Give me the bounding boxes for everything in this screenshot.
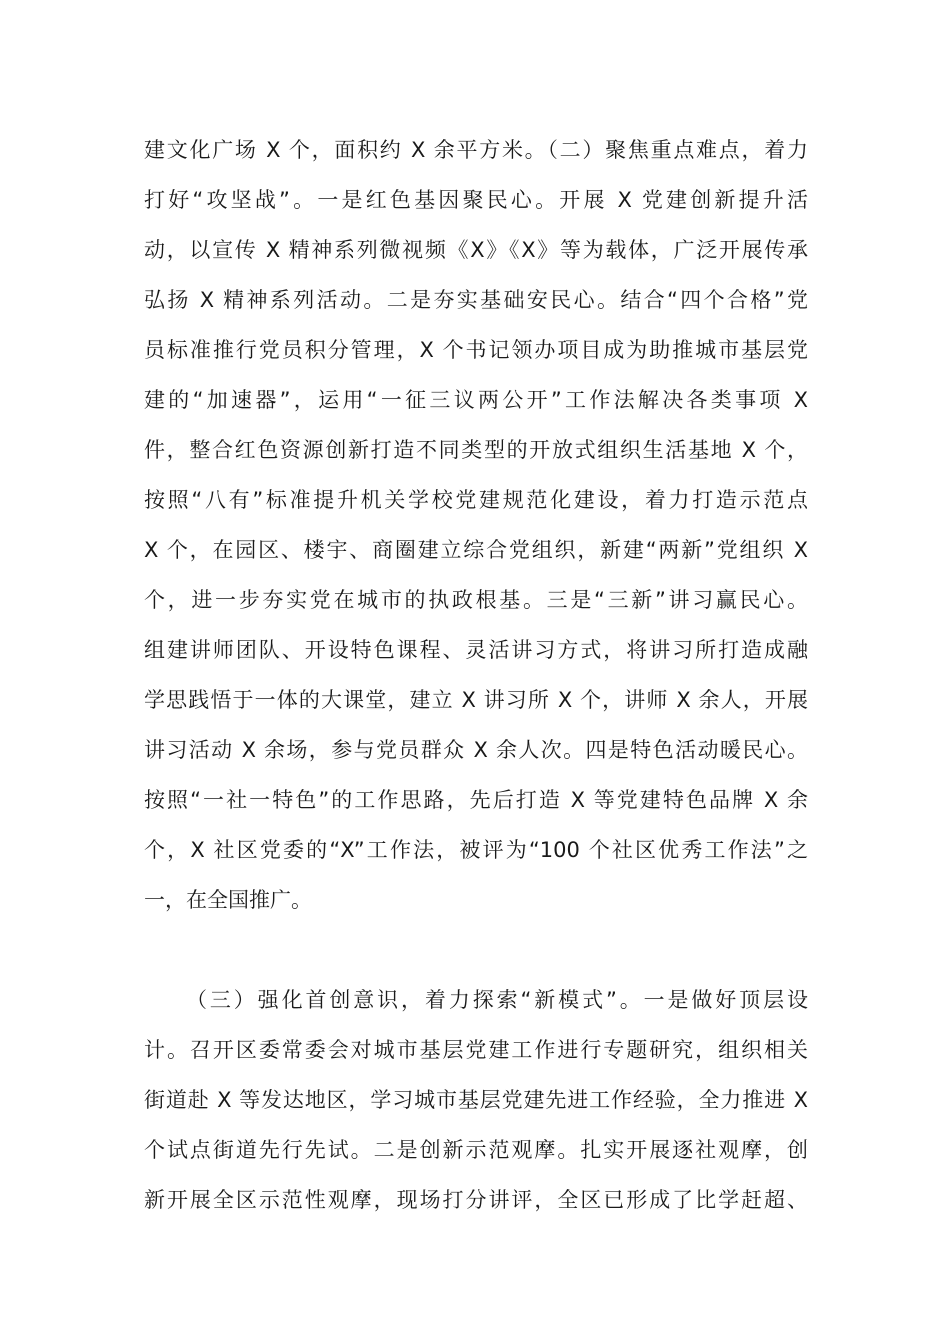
text-line: 按照“八有”标准提升机关学校党建规范化建设，着力打造示范点 <box>144 488 808 512</box>
text-line: 件，整合红色资源创新打造不同类型的开放式组织生活基地 X 个， <box>144 438 808 462</box>
text-line: 个试点街道先行先试。二是创新示范观摩。扎实开展逐社观摩，创 <box>144 1138 808 1162</box>
text-line: 员标准推行党员积分管理，X 个书记领办项目成为助推城市基层党 <box>144 338 808 362</box>
text-line: 组建讲师团队、开设特色课程、灵活讲习方式，将讲习所打造成融 <box>144 638 808 662</box>
text-line: 个，进一步夯实党在城市的执政根基。三是“三新”讲习赢民心。 <box>144 588 808 612</box>
text-line: 讲习活动 X 余场，参与党员群众 X 余人次。四是特色活动暖民心。 <box>144 738 808 762</box>
text-line: 计。召开区委常委会对城市基层党建工作进行专题研究，组织相关 <box>144 1038 808 1062</box>
text-line: X 个，在园区、楼宇、商圈建立综合党组织，新建“两新”党组织 X <box>144 538 808 562</box>
text-line: 建的“加速器”，运用“一征三议两公开”工作法解决各类事项 X <box>144 388 808 412</box>
text-line: 学思践悟于一体的大课堂，建立 X 讲习所 X 个，讲师 X 余人，开展 <box>144 688 808 712</box>
text-line: （三）强化首创意识，着力探索“新模式”。一是做好顶层设 <box>186 988 808 1012</box>
text-line: 建文化广场 X 个，面积约 X 余平方米。（二）聚焦重点难点，着力 <box>144 138 808 162</box>
text-line: 街道赴 X 等发达地区，学习城市基层党建先进工作经验，全力推进 X <box>144 1088 808 1112</box>
text-line: 新开展全区示范性观摩，现场打分讲评，全区已形成了比学赶超、 <box>144 1188 808 1212</box>
text-line: 个，X 社区党委的“X”工作法，被评为“100 个社区优秀工作法”之 <box>144 838 808 862</box>
text-line: 打好“攻坚战”。一是红色基因聚民心。开展 X 党建创新提升活 <box>144 188 808 212</box>
text-line: 一，在全国推广。 <box>144 888 312 912</box>
text-line: 弘扬 X 精神系列活动。二是夯实基础安民心。结合“四个合格”党 <box>144 288 808 312</box>
text-line: 动，以宣传 X 精神系列微视频《X》《X》等为载体，广泛开展传承 <box>144 238 808 262</box>
text-line: 按照“一社一特色”的工作思路，先后打造 X 等党建特色品牌 X 余 <box>144 788 808 812</box>
